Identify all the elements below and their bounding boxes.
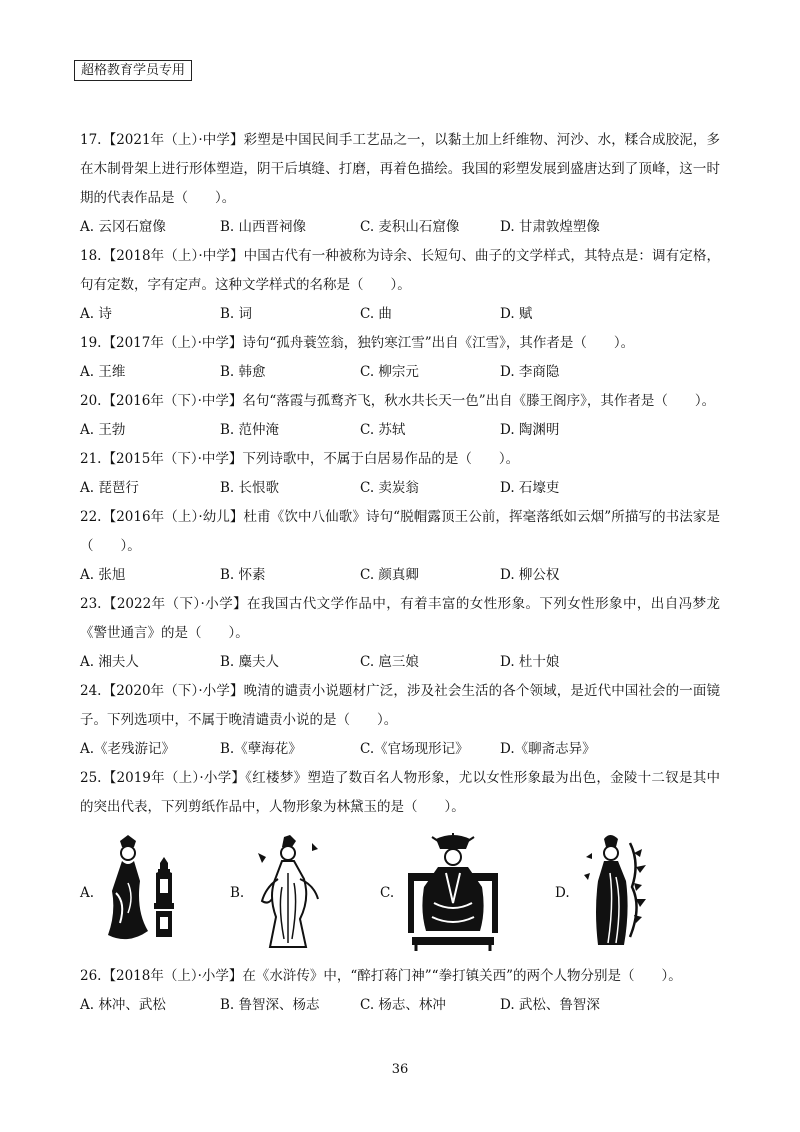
question-20	[80, 387, 720, 445]
option-c[interactable]: C. 扈三娘	[360, 654, 419, 670]
question-stem	[80, 445, 720, 474]
option-a[interactable]: A. 湘夫人	[80, 654, 139, 670]
option-c[interactable]: C.《官场现形记》	[360, 741, 469, 757]
picture-label: B.	[230, 885, 245, 901]
option-a[interactable]: A. 王勃	[80, 422, 126, 438]
question-number: 18.	[80, 248, 102, 264]
option-a[interactable]: A.《老残游记》	[80, 741, 176, 757]
option-c[interactable]: C. 曲	[360, 306, 392, 322]
option-b[interactable]: B. 麋夫人	[220, 654, 280, 670]
option-a[interactable]: A. 琵琶行	[80, 480, 139, 496]
option-d[interactable]: D. 柳公权	[500, 567, 560, 583]
option-a[interactable]: A. 诗	[80, 306, 112, 322]
option-b[interactable]: B. 范仲淹	[220, 422, 280, 438]
question-number: 22.	[80, 509, 102, 525]
option-b[interactable]: B. 词	[220, 306, 253, 322]
question-26	[80, 962, 720, 1020]
question-number: 20.	[80, 393, 102, 409]
option-a[interactable]: A. 云冈石窟像	[80, 219, 166, 235]
question-22	[80, 503, 720, 590]
option-c[interactable]: C. 颜真卿	[360, 567, 419, 583]
question-number: 24.	[80, 683, 102, 699]
option-d[interactable]: D. 甘肃敦煌塑像	[500, 219, 600, 235]
option-row	[80, 213, 720, 242]
question-stem	[80, 387, 720, 416]
question-text: 【2022年（下）·小学】在我国古代文学作品中，有着丰富的女性形象。下列女性形象中，出自冯梦龙《警世通言》的是（ ）。	[80, 596, 720, 641]
option-d[interactable]: D. 赋	[500, 306, 533, 322]
page-number: 36	[391, 1062, 409, 1077]
question-19	[80, 329, 720, 387]
question-stem	[80, 764, 720, 822]
option-c[interactable]: C. 卖炭翁	[360, 480, 419, 496]
option-row	[80, 991, 720, 1020]
option-row	[80, 358, 720, 387]
question-number: 19.	[80, 335, 102, 351]
papercut-figure-d-icon	[574, 833, 654, 953]
option-c[interactable]: C. 柳宗元	[360, 364, 419, 380]
option-row	[80, 300, 720, 329]
question-24	[80, 677, 720, 764]
question-text: 【2015年（下）·中学】下列诗歌中，不属于白居易作品的是（ ）。	[102, 451, 520, 467]
question-text: 【2016年（下）·中学】名句“落霞与孤鹜齐飞，秋水共长天一色”出自《滕王阁序》，其作者是（ ）。	[102, 393, 716, 409]
picture-option-b[interactable]	[230, 833, 380, 953]
question-list	[80, 126, 720, 1020]
question-text: 【2016年（上）·幼儿】杜甫《饮中八仙歌》诗句“脱帽露顶王公前，挥毫落纸如云烟”所描写的书法家是（ ）。	[80, 509, 720, 554]
option-b[interactable]: B. 山西晋祠像	[220, 219, 307, 235]
option-c[interactable]: C. 苏轼	[360, 422, 406, 438]
picture-options	[80, 828, 720, 958]
picture-option-c[interactable]	[380, 833, 555, 953]
option-row	[80, 735, 720, 764]
option-row	[80, 648, 720, 677]
option-row	[80, 416, 720, 445]
option-b[interactable]: B. 鲁智深、杨志	[220, 997, 320, 1013]
option-a[interactable]: A. 林冲、武松	[80, 997, 166, 1013]
question-stem	[80, 503, 720, 561]
question-text: 【2021年（上）·中学】彩塑是中国民间手工艺品之一，以黏土加上纤维物、河沙、水，糅合成胶泥，多在木制骨架上进行形体塑造，阴干后填缝、打磨，再着色描绘。我国的彩塑发展到盛唐达到了顶峰，这一时期的代表作品是（ ）。	[80, 132, 720, 206]
question-text: 【2020年（下）·小学】晚清的谴责小说题材广泛，涉及社会生活的各个领域，是近代中国社会的一面镜子。下列选项中，不属于晚清谴责小说的是（ ）。	[80, 683, 720, 728]
picture-label: C.	[380, 885, 395, 901]
option-c[interactable]: C. 杨志、林冲	[360, 997, 446, 1013]
option-b[interactable]: B. 怀素	[220, 567, 266, 583]
picture-label: D.	[555, 885, 570, 901]
question-18	[80, 242, 720, 329]
question-21	[80, 445, 720, 503]
option-a[interactable]: A. 王维	[80, 364, 126, 380]
question-25	[80, 764, 720, 958]
papercut-figure-c-icon	[398, 833, 508, 953]
picture-label: A.	[80, 885, 95, 901]
question-number: 26.	[80, 968, 102, 984]
picture-option-d[interactable]	[555, 833, 705, 953]
question-23	[80, 590, 720, 677]
option-b[interactable]: B. 长恨歌	[220, 480, 280, 496]
question-stem	[80, 329, 720, 358]
option-d[interactable]: D. 李商隐	[500, 364, 560, 380]
option-d[interactable]: D. 石壕吏	[500, 480, 560, 496]
question-text: 【2018年（上）·小学】在《水浒传》中，“醉打蒋门神”“拳打镇关西”的两个人物分别是（ ）。	[102, 968, 682, 984]
option-row	[80, 561, 720, 590]
question-stem	[80, 126, 720, 213]
question-stem	[80, 677, 720, 735]
question-text: 【2017年（上）·中学】诗句“孤舟蓑笠翁，独钓寒江雪”出自《江雪》，其作者是（ ）。	[102, 335, 635, 351]
option-b[interactable]: B. 韩愈	[220, 364, 266, 380]
option-d[interactable]: D. 陶渊明	[500, 422, 560, 438]
question-stem	[80, 590, 720, 648]
question-number: 17.	[80, 132, 102, 148]
papercut-figure-a-icon	[98, 833, 178, 953]
question-number: 25.	[80, 770, 102, 786]
question-text: 【2019年（上）·小学】《红楼梦》塑造了数百名人物形象，尤以女性形象最为出色，金陵十二钗是其中的突出代表，下列剪纸作品中，人物形象为林黛玉的是（ ）。	[80, 770, 720, 815]
question-text: 【2018年（上）·中学】中国古代有一种被称为诗余、长短句、曲子的文学样式，其特点是：调有定格，句有定数，字有定声。这种文学样式的名称是（ ）。	[80, 248, 720, 293]
question-stem	[80, 962, 720, 991]
option-row	[80, 474, 720, 503]
option-c[interactable]: C. 麦积山石窟像	[360, 219, 460, 235]
question-number: 21.	[80, 451, 102, 467]
option-d[interactable]: D. 杜十娘	[500, 654, 560, 670]
question-stem	[80, 242, 720, 300]
picture-option-a[interactable]	[80, 833, 230, 953]
question-17	[80, 126, 720, 242]
option-b[interactable]: B.《孽海花》	[220, 741, 302, 757]
question-number: 23.	[80, 596, 102, 612]
option-d[interactable]: D. 武松、鲁智深	[500, 997, 600, 1013]
papercut-figure-b-icon	[248, 833, 328, 953]
option-d[interactable]: D.《聊斋志异》	[500, 741, 596, 757]
header-label: 超格教育学员专用	[74, 60, 192, 81]
option-a[interactable]: A. 张旭	[80, 567, 126, 583]
